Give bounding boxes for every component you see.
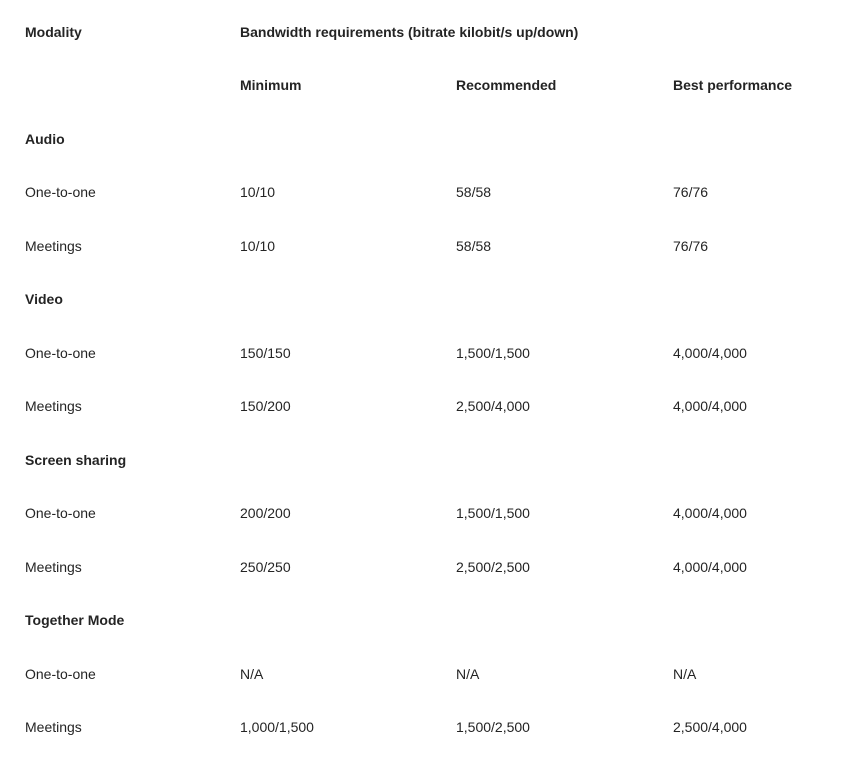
cell-best-performance: 4,000/4,000 (673, 398, 747, 415)
cell-best-performance: 2,500/4,000 (673, 719, 747, 736)
cell-minimum: 150/150 (240, 344, 291, 361)
row-label: One-to-one (25, 184, 96, 201)
cell-recommended: 1,500/2,500 (456, 719, 530, 736)
column-header-modality: Modality (25, 23, 82, 40)
row-label: Meetings (25, 719, 82, 736)
cell-recommended: 1,500/1,500 (456, 344, 530, 361)
section-header-together-mode: Together Mode (25, 612, 125, 629)
cell-best-performance: 76/76 (673, 184, 709, 201)
cell-recommended: 2,500/2,500 (456, 558, 530, 575)
cell-best-performance: 4,000/4,000 (673, 558, 747, 575)
column-header-minimum: Minimum (240, 77, 302, 94)
column-header-best-performance: Best performance (673, 77, 793, 94)
row-label: Meetings (25, 398, 82, 415)
cell-recommended: 58/58 (456, 184, 492, 201)
row-label: Meetings (25, 558, 82, 575)
cell-minimum: 10/10 (240, 237, 276, 254)
cell-best-performance: 76/76 (673, 237, 709, 254)
column-header-recommended: Recommended (456, 77, 557, 94)
section-header-video: Video (25, 291, 63, 308)
section-header-screen-sharing: Screen sharing (25, 451, 127, 468)
cell-minimum: 1,000/1,500 (240, 719, 314, 736)
cell-recommended: 58/58 (456, 237, 492, 254)
cell-minimum: 10/10 (240, 184, 276, 201)
cell-best-performance: N/A (673, 665, 697, 682)
cell-best-performance: 4,000/4,000 (673, 505, 747, 522)
row-label: One-to-one (25, 505, 96, 522)
section-header-audio: Audio (25, 130, 65, 147)
row-label: One-to-one (25, 344, 96, 361)
cell-best-performance: 4,000/4,000 (673, 344, 747, 361)
row-label: One-to-one (25, 665, 96, 682)
cell-minimum: N/A (240, 665, 264, 682)
cell-minimum: 200/200 (240, 505, 291, 522)
cell-minimum: 150/200 (240, 398, 291, 415)
column-header-bandwidth-requirements: Bandwidth requirements (bitrate kilobit/s up/down) (240, 23, 579, 40)
row-label: Meetings (25, 237, 82, 254)
cell-recommended: 2,500/4,000 (456, 398, 530, 415)
cell-recommended: 1,500/1,500 (456, 505, 530, 522)
cell-recommended: N/A (456, 665, 480, 682)
cell-minimum: 250/250 (240, 558, 291, 575)
